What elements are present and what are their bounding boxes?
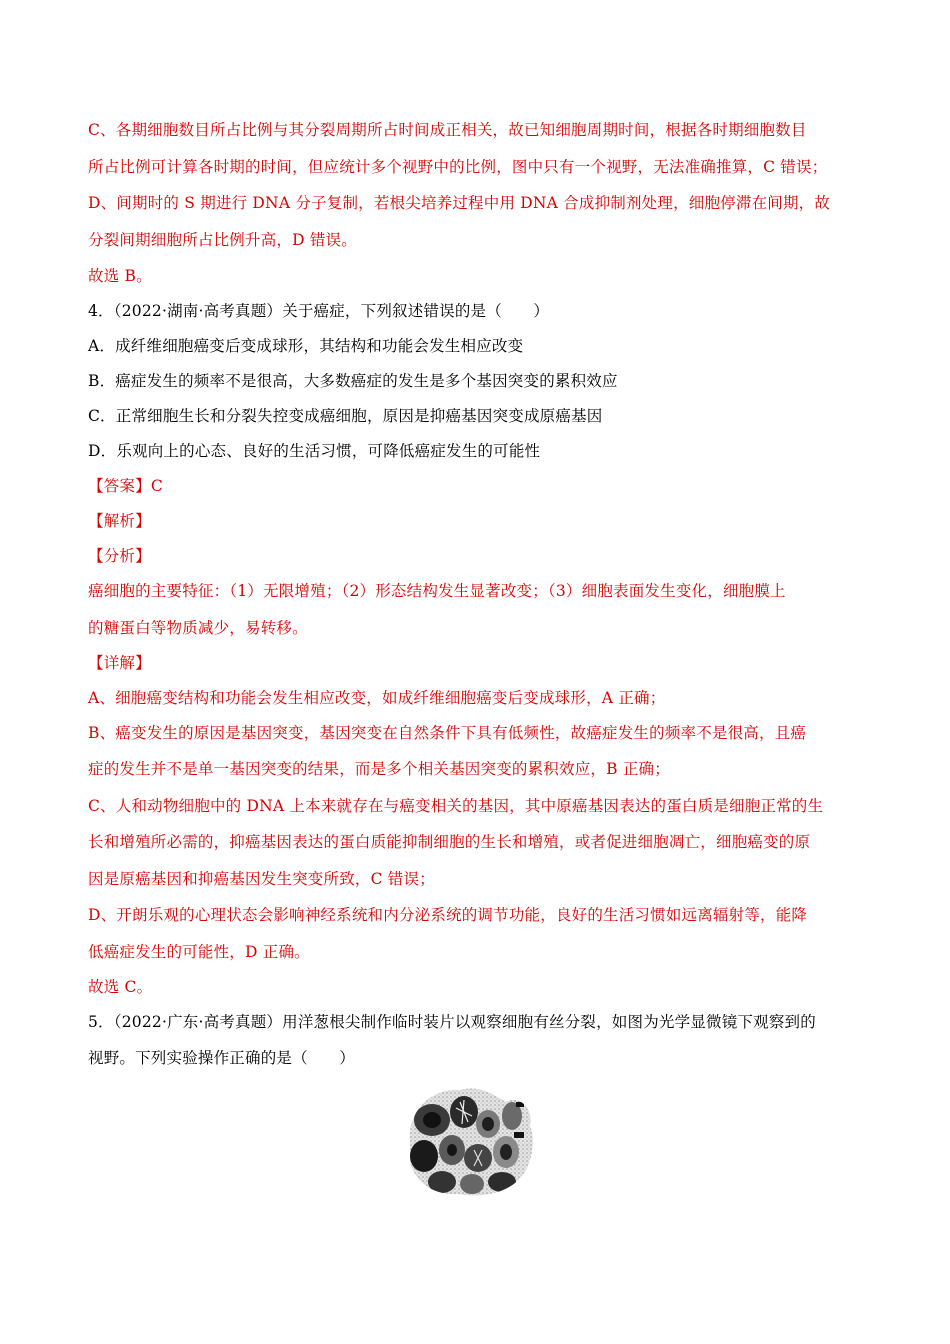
q4-jiexi-tag: 【解析】 [88, 512, 151, 530]
q4-xiangjie-tag: 【详解】 [88, 654, 151, 672]
prev-option-d-line-1: D、间期时的 S 期进行 DNA 分子复制，若根尖培养过程中用 DNA 合成抑制剂处理，细胞停滞在间期，故 [88, 194, 831, 212]
q4-option-a: A．成纤维细胞癌变后变成球形，其结构和功能会发生相应改变 [88, 337, 524, 355]
q4-choose: 故选 C。 [88, 978, 153, 996]
q4-analysis-line-1: 癌细胞的主要特征：（1）无限增殖；（2）形态结构发生显著改变；（3）细胞表面发生变化，细胞膜上 [88, 582, 786, 600]
q4-detail-c-line-1: C、人和动物细胞中的 DNA 上本来就存在与癌变相关的基因，其中原癌基因表达的蛋白质是细胞正常的生 [88, 797, 824, 815]
prev-option-c-line-1: C、各期细胞数目所占比例与其分裂周期所占时间成正相关，故已知细胞周期时间，根据各时期细胞数目 [88, 121, 807, 139]
prev-option-d-line-2: 分裂间期细胞所占比例升高，D 错误。 [88, 231, 357, 249]
q4-stem: 4．（2022·湖南·高考真题）关于癌症，下列叙述错误的是（ ） [88, 302, 550, 320]
q4-option-c: C．正常细胞生长和分裂失控变成癌细胞，原因是抑癌基因突变成原癌基因 [88, 407, 603, 425]
q4-option-d: D．乐观向上的心态、良好的生活习惯，可降低癌症发生的可能性 [88, 442, 541, 460]
q4-option-b: B．癌症发生的频率不是很高，大多数癌症的发生是多个基因突变的累积效应 [88, 372, 618, 390]
q4-detail-c-line-2: 长和增殖所必需的，抑癌基因表达的蛋白质能抑制细胞的生长和增殖，或者促进细胞凋亡，细胞癌变的原 [88, 833, 811, 851]
q4-detail-d-line-1: D、开朗乐观的心理状态会影响神经系统和内分泌系统的调节功能，良好的生活习惯如远离辐射等，能降 [88, 906, 808, 924]
q4-detail-b-line-1: B、癌变发生的原因是基因突变，基因突变在自然条件下具有低频性，故癌症发生的频率不是很高，且癌 [88, 724, 807, 742]
q4-detail-a: A、细胞癌变结构和功能会发生相应改变，如成纤维细胞癌变后变成球形，A 正确； [88, 689, 666, 707]
q4-detail-b-line-2: 症的发生并不是单一基因突变的结果，而是多个相关基因突变的累积效应，B 正确； [88, 760, 670, 778]
q4-fenxi-tag: 【分析】 [88, 547, 151, 565]
q4-answer [88, 474, 163, 496]
q4-detail-d-line-2: 低癌症发生的可能性，D 正确。 [88, 943, 310, 961]
q4-detail-c-line-3: 因是原癌基因和抑癌基因发生突变所致，C 错误； [88, 870, 435, 888]
prev-choose: 故选 B。 [88, 267, 152, 285]
q5-stem-line-2: 视野。下列实验操作正确的是（ ） [88, 1049, 355, 1067]
q5-stem-line-1: 5．（2022·广东·高考真题）用洋葱根尖制作临时装片以观察细胞有丝分裂，如图为光学显微镜下观察到的 [88, 1013, 816, 1031]
answer-tag: 【答案】 [88, 477, 151, 495]
answer-value: C [150, 477, 163, 495]
q4-analysis-line-2: 的糖蛋白等物质减少，易转移。 [88, 619, 308, 637]
microscope-field-image [402, 1080, 536, 1198]
prev-option-c-line-2: 所占比例可计算各时期的时间，但应统计多个视野中的比例，图中只有一个视野，无法准确推算，C 错误； [88, 158, 828, 176]
